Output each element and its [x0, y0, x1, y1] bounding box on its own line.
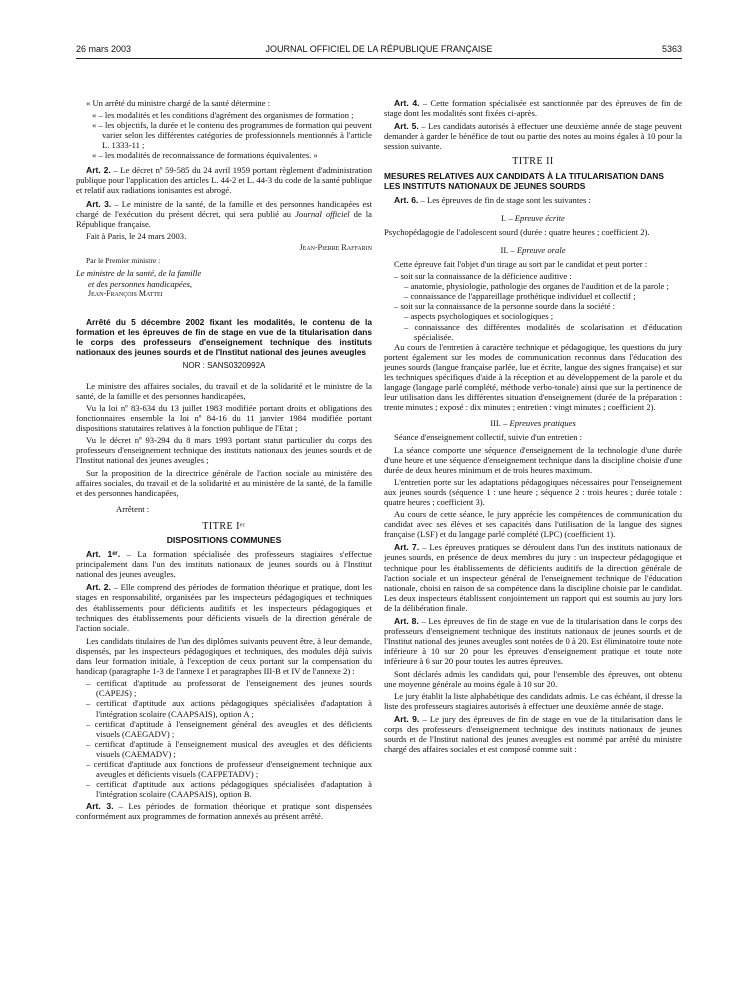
- list-item: – certificat d'aptitude aux fonctions de professeur d'enseignement technique aux aveugles et déficients visuels (CAFPETADV) ;: [86, 758, 372, 780]
- article-label: Art. 2.: [86, 164, 111, 175]
- article-label: Art. 9.: [394, 713, 420, 724]
- article-1: Art. 1ᵉʳ. – La formation spécialisée des professeurs stagiaires s'effectue principalement dans l'un des instituts nationaux de jeunes sourds ou à l'Institut national des jeunes aveugles.: [76, 549, 372, 580]
- nor-reference: NOR : SANS0320992A: [182, 360, 266, 370]
- paragraph: Les candidats titulaires de l'un des diplômes suivants peuvent être, à leur demande, dispensés, par les inspecteurs pédagogiques et techniques, des modules déjà suivis dans leur formation initiale, à l'exception de ceux portant sur la compensation du handicap (paragraphe 1-3 de l'annexe I et paragraphes III-B et IV de l'annexe 2) :: [76, 635, 372, 677]
- list-item: – certificat d'aptitude à l'enseignement musical des aveugles et des déficients visuels (CAEMADV) ;: [86, 738, 372, 759]
- subsection-heading: III. – Epreuves pratiques: [490, 418, 576, 429]
- subsection-heading: II. – Epreuve orale: [500, 244, 566, 255]
- list-item: – anatomie, physiologie, pathologie des organes de l'audition et de la parole ;: [404, 281, 669, 292]
- titre-1: TITRE Iᵉʳ: [202, 520, 246, 532]
- paragraph: Cette épreuve fait l'objet d'un tirage au sort par le candidat et peut porter :: [394, 258, 648, 269]
- quote-line: « Un arrêté du ministre chargé de la santé détermine :: [86, 98, 271, 108]
- subsection-heading: I. – Epreuve écrite: [501, 212, 565, 223]
- section-heading: MESURES RELATIVES AUX CANDIDATS À LA TITULARISATION DANS LES INSTITUTS NATIONAUX DE JEUNES SOURDS: [384, 170, 664, 191]
- header-rule: [76, 58, 682, 59]
- right-column: [384, 98, 682, 756]
- signature-minister-line: et des personnes handicapées,: [88, 278, 193, 289]
- article-label: Art. 4.: [394, 98, 420, 108]
- page-header: [76, 44, 682, 58]
- quote-line: « – les objectifs, la durée et le contenu des programmes de formation qui peuvent varier selon les différentes catégories de professionnels mentionnés à l'article L. 1333-11 ;: [92, 120, 372, 151]
- list-item: – connaissance de l'appareillage prothétique individuel et collectif ;: [404, 291, 636, 302]
- section-heading: DISPOSITIONS COMMUNES: [166, 535, 282, 545]
- signature-intro: Par le Premier ministre :: [86, 256, 161, 266]
- article-label: Art. 7.: [394, 542, 420, 553]
- quote-line: « – les modalités et les conditions d'agrément des organismes de formation ;: [92, 110, 354, 121]
- paragraph: L'entretien porte sur les adaptations pédagogiques nécessaires pour l'enseignement aux jeunes sourds (séquence 1 : une heure ; séquence 2 : trois heures ; durée totale : quatre heures ; coefficient 3).: [384, 476, 682, 507]
- paragraph: Au cours de cette séance, le jury apprécie les compétences de communication du candidat avec ses élèves et ses capacités dans l'utilisation de la langue des signes française (LSF) et du langage parlé complété (LPC) (coefficient 1).: [384, 509, 682, 540]
- article-8: Art. 8. – Les épreuves de fin de stage en vue de la titularisation dans le corps des professeurs d'enseignement technique des instituts nationaux de jeunes sourds et de l'Institut national des jeunes aveugles sont notées de 0 à 20. Est éliminatoire toute note inférieure à 10 sur 20 pour les épreuves d'enseignement pratique et toute note inférieure à 6 sur 20 pour toutes les autres épreuves.: [384, 616, 682, 667]
- list-item: – certificat d'aptitude aux actions pédagogiques spécialisées d'adaptation à l'intégration scolaire (CAAPSAIS), option A ;: [86, 698, 372, 719]
- decree-title: Arrêté du 5 décembre 2002 fixant les modalités, le contenu de la formation et les épreuves de fin de stage en vue de la titularisation dans le corps des professeurs d'enseignement technique des instituts nationaux des jeunes sourds et de l'Institut national des jeunes aveugles: [76, 316, 372, 357]
- article-3b: Art. 3. – Les périodes de formation théorique et pratique sont dispensées conformément aux programmes de formation annexés au présent arrêté.: [76, 801, 372, 822]
- list-item: – certificat d'aptitude à l'enseignement général des aveugles et des déficients visuels (CAEGADV) ;: [86, 718, 372, 739]
- signature-prime-minister: Jean-Pierre Raffarin: [299, 243, 372, 253]
- article-label: Art. 6.: [394, 194, 419, 205]
- paragraph: Au cours de l'entretien à caractère technique et pédagogique, les questions du jury portent également sur les modes de communication reconnus dans l'éducation des jeunes sourds (langue française parlée, lue et écrite, langue des signes française) et sur les techniques spécifiques d'aide à la réception et au développement de la parole et du langage (langage parlé complété, méthode verbo-tonale) ainsi que sur la pertinence de leur utilisation dans les différentes situation d'enseignement (durée de la préparation : trente minutes ; exposé : dix minutes ; entretien : vingt minutes ; coefficient 2).: [384, 341, 682, 413]
- list-item: – certificat d'aptitude aux actions pédagogiques spécialisées d'adaptation à l'intégration scolaire (CAAPSAIS), option B.: [86, 779, 372, 800]
- article-label: Art. 3.: [86, 801, 114, 812]
- article-label: Art. 5.: [394, 121, 419, 132]
- arretent: Arrêtent :: [116, 503, 150, 514]
- header-page-number: 5363: [661, 44, 682, 54]
- list-item: – soit sur la connaissance de la déficience auditive :: [394, 271, 572, 282]
- paragraph: Séance d'enseignement collectif, suivie d'un entretien :: [394, 432, 583, 443]
- list-item: – certificat d'aptitude au professorat de l'enseignement des jeunes sourds (CAPEJS) ;: [86, 678, 372, 699]
- titre-2: TITRE II: [512, 156, 554, 168]
- paragraph: Vu la loi nº 83-634 du 13 juillet 1983 modifiée portant droits et obligations des fonctionnaires ensemble la loi nº 84-16 du 11 janvier 1984 modifiée portant dispositions statutaires relatives à la fonction publique de l'Etat ;: [76, 402, 372, 434]
- list-item: – soit sur la connaissance de la personne sourde dans la société :: [394, 301, 615, 312]
- article-label: Art. 2.: [86, 582, 111, 593]
- article-2: Art. 2. – Le décret nº 59-585 du 24 avril 1959 portant règlement d'administration publique pour l'application des articles L. 44-2 et L. 44-3 du code de la santé publique et relatif aux radiations ionisantes est abrogé.: [76, 164, 372, 195]
- header-date: 26 mars 2003: [76, 44, 132, 54]
- paragraph: Vu le décret nº 93-294 du 8 mars 1993 portant statut particulier du corps des professeurs d'enseignement technique des instituts nationaux des jeunes sourds et de l'Institut national des jeunes aveugles ;: [76, 435, 372, 466]
- article-5: Art. 5. – Les candidats autorisés à effectuer une deuxième année de stage peuvent demander à garder le bénéfice de tout ou partie des notes au moins égales à 10 pour la session suivante.: [384, 121, 682, 152]
- article-9: Art. 9. – Le jury des épreuves de fin de stage en vue de la titularisation dans le corps des professeurs d'enseignement technique des instituts nationaux de jeunes sourds et de l'Institut national des jeunes aveugles est nommé par arrêté du ministre chargé des affaires sociales et est composé comme suit :: [384, 713, 682, 755]
- paragraph: Sont déclarés admis les candidats qui, pour l'ensemble des épreuves, ont obtenu une moyenne générale au moins égale à 10 sur 20.: [384, 668, 682, 689]
- fait-a-paris: Fait à Paris, le 24 mars 2003.: [86, 231, 187, 242]
- paragraph: Psychopédagogie de l'adolescent sourd (durée : quatre heures ; coefficient 2).: [384, 226, 650, 237]
- paragraph: Le ministre des affaires sociales, du travail et de la solidarité et le ministre de la santé, de la famille et des personnes handicapées,: [76, 380, 372, 401]
- paragraph: Sur la proposition de la directrice générale de l'action sociale au ministère des affaires sociales, du travail et de la solidarité et au ministère de la santé, de la famille et des personnes handicapées,: [76, 467, 372, 498]
- list-item: – aspects psychologiques et sociologiques ;: [404, 311, 554, 322]
- signature-minister-line: Le ministre de la santé, de la famille: [76, 268, 202, 279]
- left-column: [76, 98, 372, 824]
- header-journal-title: JOURNAL OFFICIEL DE LA RÉPUBLIQUE FRANÇAISE: [265, 44, 493, 54]
- article-2b: Art. 2. – Elle comprend des périodes de formation théorique et pratique, dont les stages en responsabilité, organisées par les inspecteurs pédagogiques et techniques des établissements pour déficients auditifs et les inspecteurs pédagogiques et techniques des établissements pour déficients visuels de la direction générale de l'action sociale.: [76, 582, 372, 633]
- article-4: Art. 4. – Cette formation spécialisée est sanctionnée par des épreuves de fin de stage dont les modalités sont fixées ci-après.: [384, 98, 682, 119]
- article-label: Art. 3.: [86, 198, 112, 209]
- article-6: Art. 6. – Les épreuves de fin de stage sont les suivantes :: [394, 194, 591, 205]
- article-label: Art. 1ᵉʳ.: [86, 549, 121, 560]
- list-item: – connaissance des différentes modalités de scolarisation et d'éducation spécialisée.: [404, 321, 682, 342]
- paragraph: Le jury établit la liste alphabétique des candidats admis. Le cas échéant, il dresse la liste des professeurs stagiaires autorisés à effectuer une deuxième année de stage.: [384, 690, 682, 711]
- quote-line: « – les modalités de reconnaissance de formations équivalentes. »: [92, 150, 318, 161]
- article-7: Art. 7. – Les épreuves pratiques se déroulent dans l'un des instituts nationaux de jeunes sourds, en présence de deux membres du jury : un inspecteur pédagogique et technique pour les établissements de déficients auditifs de la direction générale de l'action sociale et un inspecteur général de l'enseignement technique de l'éducation nationale, choisi en raison de sa compétence dans la discipline choisie par le candidat. Les deux inspecteurs établissent conjointement un rapport qui est soumis au jury lors de la délibération finale.: [384, 542, 682, 613]
- article-label: Art. 8.: [394, 616, 419, 627]
- signature-minister: Jean-François Mattei: [88, 288, 163, 298]
- paragraph: La séance comporte une séquence d'enseignement de la technologie d'une durée d'une heure et une séquence d'enseignement technique dans la discipline choisie d'une durée de deux heures minimum et de trois heures maximum.: [384, 444, 682, 475]
- article-3: Art. 3. – Le ministre de la santé, de la famille et des personnes handicapées est chargé de l'exécution du présent décret, qui sera publié au Journal officiel de la République française.: [76, 198, 373, 230]
